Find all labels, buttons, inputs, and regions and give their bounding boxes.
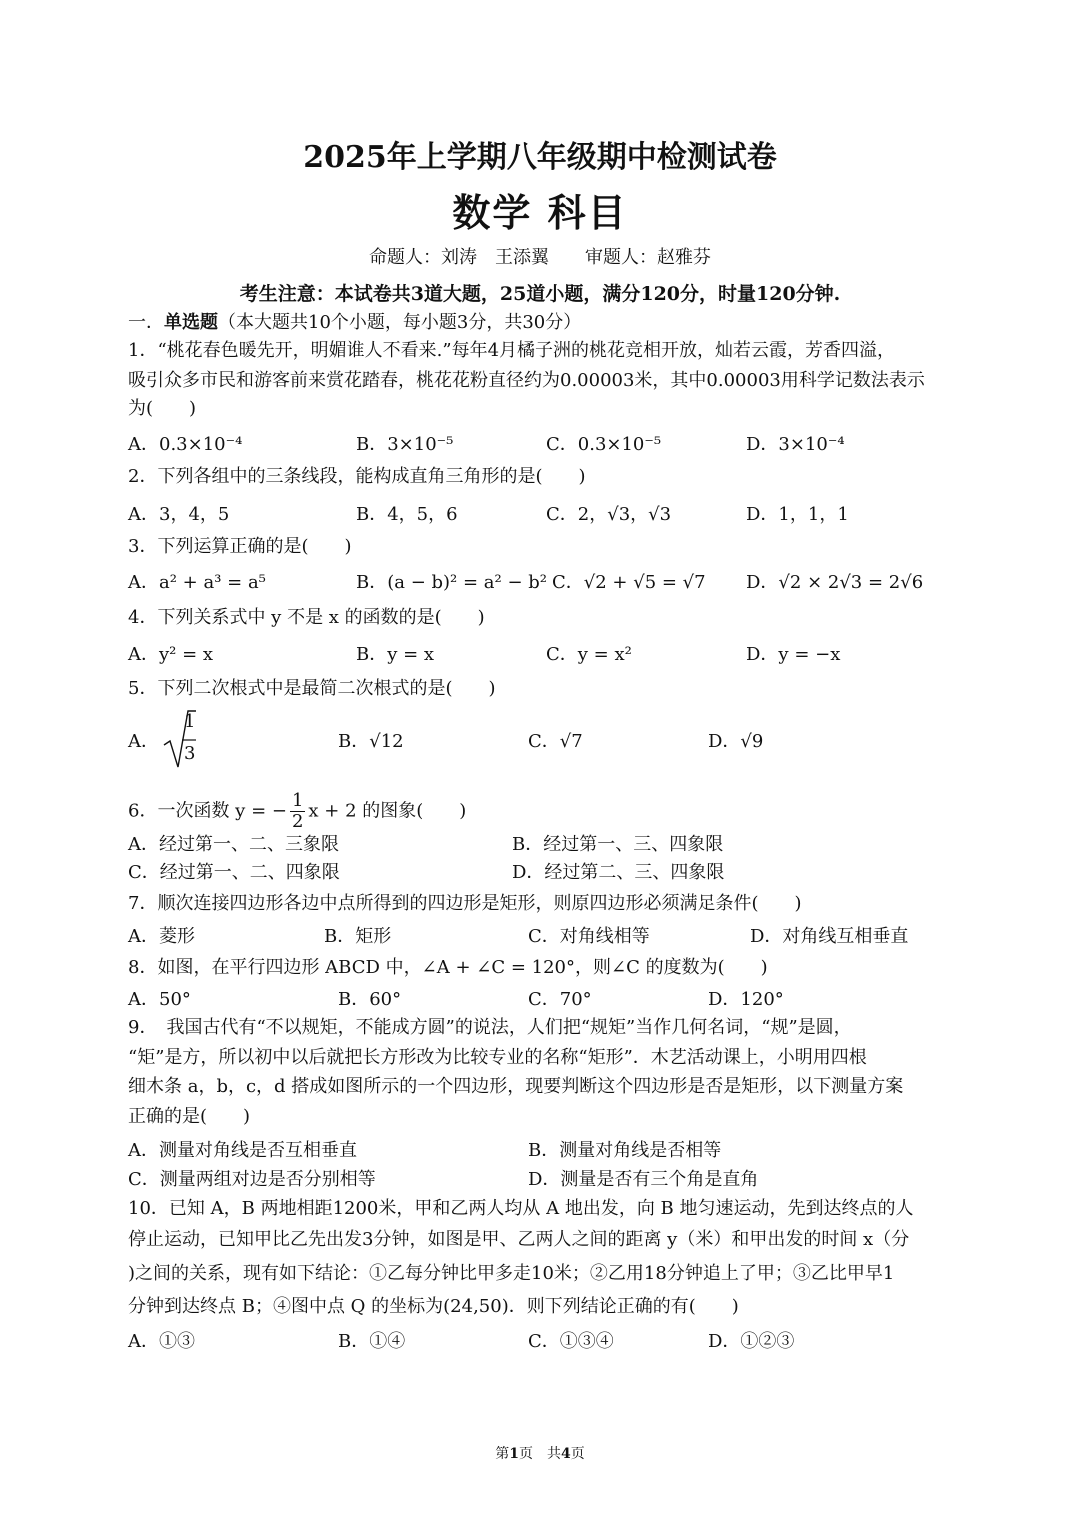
q10-option-c: C．①③④ [528,1331,614,1352]
footer-page-total: 4 [561,1446,571,1462]
question-5-line-1: 5．下列二次根式中是最简二次根式的是( ) [128,678,496,699]
q3-option-b: B．(a − b)² = a² − b² [356,572,548,593]
q6-fraction [290,791,305,832]
q8-option-a: A．50° [128,989,191,1010]
section-label: 一． [128,312,164,333]
q8-option-b: B．60° [338,989,402,1010]
q4-option-b: B．y = x [356,644,435,665]
section-heading [128,312,581,334]
q1-option-c: C．0.3×10⁻⁵ [546,434,662,455]
footer-mid: 页 共 [519,1446,561,1462]
q3-option-a: A．a² + a³ = a⁵ [128,572,266,593]
q7-option-a: A．菱形 [128,926,195,947]
q4-option-d: D．y = −x [746,644,841,665]
q9-option-d: D．测量是否有三个角是直角 [528,1169,759,1190]
q9-option-b: B．测量对角线是否相等 [528,1140,722,1161]
q2-option-c: C．2，√3，√3 [546,504,672,525]
section-desc: （本大题共10个小题，每小题3分，共30分） [218,312,582,333]
footer-suffix: 页 [570,1446,585,1462]
q5-option-a-numerator: 1 [184,711,196,732]
question-1-line-1: 1．“桃花春色暖先开，明媚谁人不看来.”每年4月橘子洲的桃花竞相开放，灿若云霞，芳香四溢， [128,340,896,361]
q7-option-b: B．矩形 [324,926,392,947]
q9-option-c: C．测量两组对边是否分别相等 [128,1169,376,1190]
q5-option-a [128,711,196,764]
q8-option-c: C．70° [528,989,592,1010]
q5-option-b: B．√12 [338,731,404,752]
q1-option-b: B．3×10⁻⁵ [356,434,454,455]
q1-option-a: A．0.3×10⁻⁴ [128,434,243,455]
q10-option-a: A．①③ [128,1331,195,1352]
question-10-line-3: )之间的关系，现有如下结论：①乙每分钟比甲多走10米；②乙用18分钟追上了甲；③乙比甲早1 [128,1263,895,1284]
q5-option-a-denominator: 3 [184,743,196,764]
q6-fraction-numerator: 1 [291,790,304,811]
page-footer [0,1446,1080,1463]
question-9-line-2: “矩”是方，所以初中以后就把长方形改为比较专业的名称“矩形”．木艺活动课上，小明用四根 [128,1047,867,1068]
q3-option-d: D．√2 × 2√3 = 2√6 [746,572,924,593]
q1-option-d: D．3×10⁻⁴ [746,434,845,455]
q6-option-b: B．经过第一、三、四象限 [512,834,724,855]
q7-option-c: C．对角线相等 [528,926,650,947]
question-2-line-1: 2．下列各组中的三条线段，能构成直角三角形的是( ) [128,466,586,487]
q5-option-a-radical [162,709,196,777]
question-1-line-2: 吸引众多市民和游客前来赏花踏春，桃花花粉直径约为0.00003米，其中0.00003用科学记数法表示 [128,370,925,391]
question-9-line-1: 9． 我国古代有“不以规矩，不能成方圆”的说法，人们把“规矩”当作几何名词，“规”是圆， [128,1017,852,1038]
q5-option-a-label: A． [128,731,159,752]
q6-stem-suffix: x + 2 的图象( ) [308,800,467,822]
q3-option-c: C．√2 + √5 = √7 [552,572,706,593]
q8-option-d: D．120° [708,989,784,1010]
subject-title: 数学 科目 [452,190,628,235]
q4-option-a: A．y² = x [128,644,214,665]
q5-option-c: C．√7 [528,731,583,752]
section-title: 单选题 [164,312,218,333]
question-8-line-1: 8．如图，在平行四边形 ABCD 中，∠A + ∠C = 120°，则∠C 的度数为( ) [128,957,768,978]
notice-line: 考生注意：本试卷共3道大题，25道小题，满分120分，时量120分钟. [239,283,841,305]
exam-title: 2025年上学期八年级期中检测试卷 [303,140,777,175]
q5-option-d: D．√9 [708,731,764,752]
question-3-line-1: 3．下列运算正确的是( ) [128,536,352,557]
footer-prefix: 第 [495,1446,510,1462]
q2-option-b: B．4，5，6 [356,504,458,525]
question-1-line-3: 为( ) [128,398,197,419]
q6-option-a: A．经过第一、二、三象限 [128,834,339,855]
question-10-line-4: 分钟到达终点 B；④图中点 Q 的坐标为(24,50)．则下列结论正确的有( ) [128,1296,739,1317]
q10-option-b: B．①④ [338,1331,406,1352]
question-10-line-2: 停止运动，已知甲比乙先出发3分钟，如图是甲、乙两人之间的距离 y（米）和甲出发的时间 x（分 [128,1229,910,1250]
q2-option-d: D．1，1，1 [746,504,849,525]
q6-option-d: D．经过第二、三、四象限 [512,862,725,883]
q10-option-d: D．①②③ [708,1331,795,1352]
question-4-line-1: 4．下列关系式中 y 不是 x 的函数的是( ) [128,607,485,628]
question-9-line-3: 细木条 a，b，c，d 搭成如图所示的一个四边形，现要判断这个四边形是否是矩形，以下测量方案 [128,1076,904,1097]
q6-fraction-denominator: 2 [291,810,304,832]
q6-option-c: C．经过第一、二、四象限 [128,862,340,883]
q4-option-c: C．y = x² [546,644,632,665]
q7-option-d: D．对角线互相垂直 [750,926,909,947]
question-10-line-1: 10．已知 A，B 两地相距1200米，甲和乙两人均从 A 地出发，向 B 地匀速运动，先到达终点的人 [128,1198,914,1219]
question-6-line-1 [128,791,466,832]
q6-stem-prefix: 6．一次函数 y = − [128,800,287,822]
question-7-line-1: 7．顺次连接四边形各边中点所得到的四边形是矩形，则原四边形必须满足条件( ) [128,893,802,914]
q9-option-a: A．测量对角线是否互相垂直 [128,1140,357,1161]
question-9-line-4: 正确的是( ) [128,1106,251,1127]
q2-option-a: A．3，4，5 [128,504,230,525]
authors-line: 命题人：刘涛 王添翼 审题人：赵雅芬 [369,247,711,268]
footer-page-num: 1 [509,1446,519,1462]
